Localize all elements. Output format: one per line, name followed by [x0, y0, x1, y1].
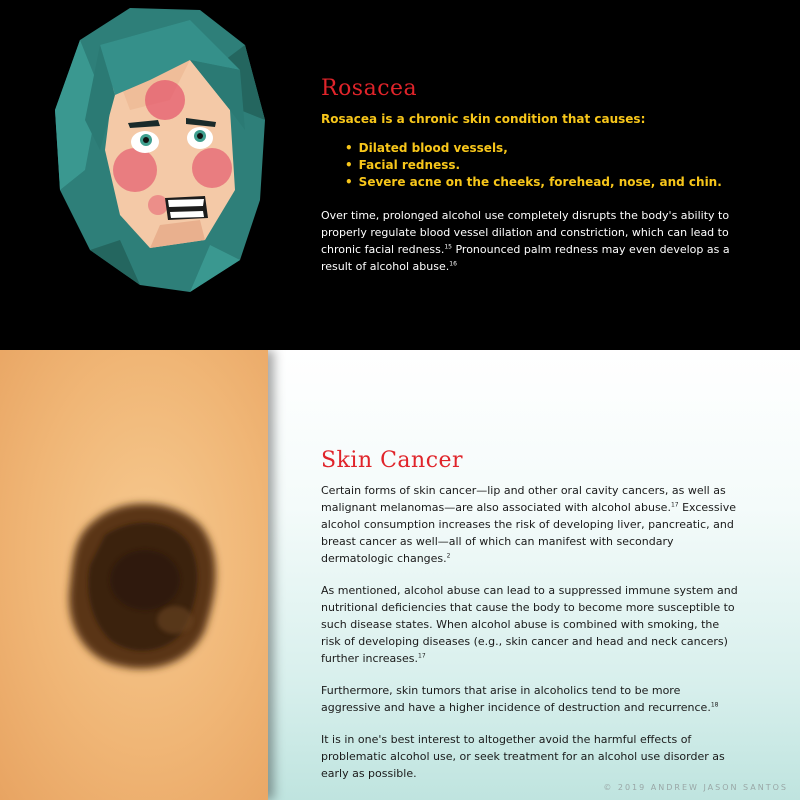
rosacea-face-illustration [40, 0, 280, 300]
list-item: • Severe acne on the cheeks, forehead, nose, and chin. [345, 174, 722, 191]
copyright-notice: © 2019 ANDREW JASON SANTOS [603, 783, 788, 792]
rosacea-intro: Rosacea is a chronic skin condition that causes: [321, 112, 646, 126]
skin-cancer-body [321, 482, 741, 797]
skin-texture-panel [0, 350, 268, 800]
body-text: Over time, prolonged alcohol use completely disrupts the body's ability to properly regulate blood vessel dilation and constriction, which can lead to chronic facial redness. [321, 209, 730, 256]
paragraph [321, 731, 741, 782]
paragraph [321, 682, 741, 716]
citation: 18 [710, 701, 719, 709]
paragraph [321, 582, 741, 667]
citation: 15 [444, 243, 452, 251]
citation: 2 [446, 552, 451, 560]
rosacea-body [321, 207, 761, 275]
body-text: As mentioned, alcohol abuse can lead to a suppressed immune system and nutritional deficiencies that cause the body to become more susceptible to such disease states. When alcohol abuse is combined with smoking, the risk of developing diseases (e.g., skin cancer and head and neck cancers) further increases. [321, 584, 738, 665]
rosacea-causes-list [345, 140, 722, 191]
body-text: Certain forms of skin cancer—lip and other oral cavity cancers, as well as malignant melanomas—are also associated with alcohol abuse. [321, 484, 726, 514]
citation: 16 [449, 260, 457, 268]
rosacea-title: Rosacea [321, 76, 418, 101]
body-text: It is in one's best interest to altogether avoid the harmful effects of problematic alcohol use, or seek treatment for an alcohol use disorder as early as possible. [321, 733, 725, 780]
body-text: Furthermore, skin tumors that arise in alcoholics tend to be more aggressive and have a higher incidence of destruction and recurrence. [321, 684, 711, 714]
citation: 17 [418, 652, 426, 660]
body-text: Excessive alcohol consumption increases the risk of developing liver, pancreatic, and breast cancer as well—all of which can manifest with secondary dermatologic changes. [321, 501, 736, 565]
body-text: Pronounced palm redness may even develop as a result of alcohol abuse. [321, 243, 730, 273]
melanoma-mole-illustration [55, 490, 225, 680]
rosacea-section [0, 0, 800, 350]
citation: 17 [670, 501, 679, 509]
paragraph [321, 482, 741, 567]
skin-cancer-title: Skin Cancer [321, 448, 464, 473]
list-item: • Facial redness. [345, 157, 722, 174]
list-item: • Dilated blood vessels, [345, 140, 722, 157]
